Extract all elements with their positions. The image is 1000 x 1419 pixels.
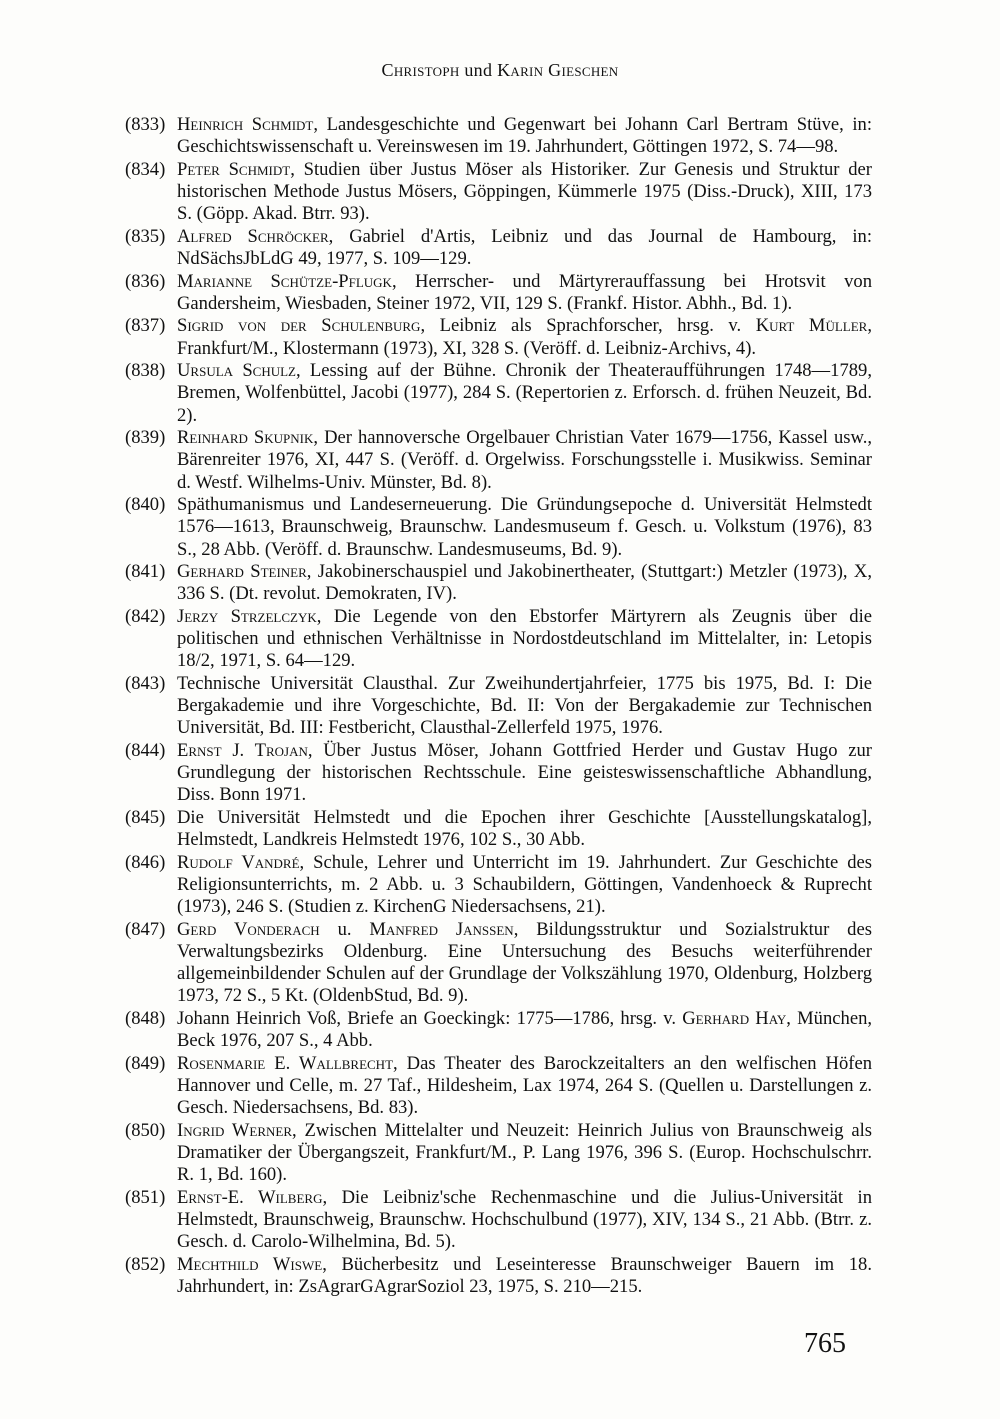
entry-author: Mechthild Wiswe <box>177 1253 323 1275</box>
entry-number: (837) <box>125 315 166 337</box>
bibliography-entry <box>125 673 872 740</box>
bibliography-entry <box>125 919 872 1008</box>
entry-number: (850) <box>125 1119 166 1141</box>
bibliography-entry <box>125 114 872 158</box>
entry-number: (836) <box>125 270 166 292</box>
entry-number: (842) <box>125 605 166 627</box>
bibliography-entry <box>125 427 872 494</box>
entry-author: Jerzy Strzelczyk <box>177 605 317 627</box>
entry-text: , Herrscher- und Märtyrerauffassung bei Hrotsvit von Gandersheim, Wiesbaden, Steiner 1972, VII, 129 S. (Frankf. Histor. Abhh., Bd. 1). <box>177 270 872 314</box>
entry-text: , Bücherbesitz und Leseinteresse Braunschweiger Bauern im 18. Jahrhundert, in: ZsAgrarGAgrarSoziol 23, 1975, S. 210—215. <box>177 1253 873 1297</box>
bibliography-entry <box>125 740 872 807</box>
entry-text: , Frankfurt/M., Klostermann (1973), XI, 328 S. (Veröff. d. Leibniz-Archivs, 4). <box>177 315 872 359</box>
entry-text: , Zwischen Mittelalter und Neuzeit: Heinrich Julius von Braunschweig als Dramatiker der Übergangszeit, Frankfurt/M., P. Lang 1976, 396 S. (Europ. Hochschulschrr. R. 1, Bd. 160). <box>177 1119 872 1186</box>
running-head-first: Christoph <box>381 60 460 80</box>
entry-author: Kurt Müller <box>755 315 868 337</box>
entry-text: , Leibniz als Sprachforscher, hrsg. v. <box>420 315 756 337</box>
bibliography-entry <box>125 494 872 561</box>
entry-author: Manfred Janssen <box>369 918 514 940</box>
bibliography-entry <box>125 807 872 851</box>
entry-text: u. <box>319 918 370 940</box>
entry-author: Heinrich Schmidt <box>177 114 314 135</box>
entry-author: Reinhard Skupnik <box>177 427 314 449</box>
page-number: 765 <box>804 1328 846 1359</box>
entry-author: Ernst J. Trojan <box>177 739 308 761</box>
entry-author: Sigrid von der Schulenburg <box>177 315 421 337</box>
entry-text: , Die Leibniz'sche Rechenmaschine und die Julius-Universität in Helmstedt, Braunschweig, Braunschw. Hochschulbund (1977), XIV, 134 S., 21 Abb. (Btrr. z. Gesch. d. Carolo-Wilhelmina, Bd. 5). <box>177 1186 872 1253</box>
entry-number: (848) <box>125 1007 166 1029</box>
entry-author: Ingrid Werner <box>177 1119 292 1141</box>
running-head <box>0 60 1000 81</box>
entry-author: Rosenmarie E. Wallbrecht <box>177 1052 394 1074</box>
entry-number: (835) <box>125 225 166 247</box>
entry-author: Gerd Vonderach <box>177 918 320 940</box>
entry-text: Die Universität Helmstedt und die Epochen ihrer Geschichte [Ausstellungskatalog], Helmstedt, Landkreis Helmstedt 1976, 102 S., 30 Abb. <box>177 806 872 851</box>
entry-number: (852) <box>125 1253 166 1275</box>
entry-number: (844) <box>125 739 166 761</box>
entry-number: (838) <box>125 360 166 382</box>
entry-author: Marianne Schütze-Pflugk <box>177 270 392 292</box>
entry-number: (833) <box>125 114 166 135</box>
bibliography-entry <box>125 315 872 359</box>
bibliography-entry <box>125 1187 872 1254</box>
entry-author: Gerhard Hay <box>682 1007 787 1029</box>
bibliography-entry <box>125 852 872 919</box>
entry-text: , Jakobinerschauspiel und Jakobinertheater, (Stuttgart:) Metzler (1973), X, 336 S. (Dt. revolut. Demokraten, IV). <box>177 561 872 605</box>
entry-text: , Studien über Justus Möser als Historiker. Zur Genesis und Struktur der historischen Methode Justus Mösers, Göppingen, Kümmerle 1975 (Diss.-Druck), XIII, 173 S. (Göpp. Akad. Btrr. 93). <box>177 158 872 225</box>
entry-author: Ursula Schulz <box>177 360 296 382</box>
entry-number: (846) <box>125 851 166 873</box>
entry-number: (839) <box>125 427 166 449</box>
entry-text: , Lessing auf der Bühne. Chronik der Theateraufführungen 1748—1789, Bremen, Wolfenbüttel, Jacobi (1977), 284 S. (Repertorien z. Erforsch. d. frühen Neuzeit, Bd. 2). <box>177 360 872 426</box>
bibliography-entry <box>125 159 872 226</box>
entry-author: Ernst-E. Wilberg <box>177 1186 323 1208</box>
entry-text: Technische Universität Clausthal. Zur Zweihundertjahrfeier, 1775 bis 1975, Bd. I: Die Bergakademie und ihre Vorgeschichte, Bd. II: Von der Bergakademie zur Technischen Universität, Bd. III: Festbericht, Clausthal-Zellerfeld 1975, 1976. <box>177 672 872 739</box>
entry-author: Rudolf Vandré <box>177 851 300 873</box>
entry-text: , Das Theater des Barockzeitalters an den welfischen Höfen Hannover und Celle, m. 27 Taf., Hildesheim, Lax 1974, 264 S. (Quellen u. Darstellungen z. Gesch. Niedersachsens, Bd. 83). <box>177 1052 872 1119</box>
entry-number: (849) <box>125 1052 166 1074</box>
bibliography-entry <box>125 226 872 270</box>
entry-number: (843) <box>125 672 166 694</box>
bibliography-entry <box>125 606 872 673</box>
entry-text: Späthumanismus und Landeserneuerung. Die Gründungsepoche d. Universität Helmstedt 1576—1613, Braunschweig, Braunschw. Landesmuseum f. Gesch. u. Volkstum (1976), 83 S., 28 Abb. (Veröff. d. Braunschw. Landesmuseums, Bd. 9). <box>177 494 872 560</box>
entry-text: , Bildungsstruktur und Sozialstruktur des Verwaltungsbezirks Oldenburg. Eine Untersuchung des Besuchs weiterführender allgemeinbildender Schulen auf der Grundlage der Volkszählung 1970, Oldenburg, Holzberg 1973, 72 S., 5 Kt. (OldenbStud, Bd. 9). <box>177 918 872 1007</box>
bibliography-list <box>125 114 872 1299</box>
bibliography-entry <box>125 561 872 605</box>
running-head-mid: und <box>459 60 498 80</box>
entry-number: (841) <box>125 561 166 583</box>
entry-number: (834) <box>125 158 166 180</box>
bibliography-entry <box>125 1008 872 1052</box>
entry-text: Johann Heinrich Voß, Briefe an Goeckingk: 1775—1786, hrsg. v. <box>177 1007 683 1029</box>
entry-text: , München, Beck 1976, 207 S., 4 Abb. <box>177 1007 873 1052</box>
bibliography-entry <box>125 1254 872 1298</box>
entry-number: (845) <box>125 806 166 828</box>
bibliography-entry <box>125 271 872 315</box>
entry-author: Peter Schmidt <box>177 158 291 180</box>
entry-author: Gerhard Steiner <box>177 561 307 583</box>
entry-text: , Die Legende von den Ebstorfer Märtyrern als Zeugnis über die politischen und ethnischen Verhältnisse in Nordostdeutschland im Mittelalter, in: Letopis 18/2, 1971, S. 64—129. <box>177 605 872 672</box>
entry-text: , Schule, Lehrer und Unterricht im 19. Jahrhundert. Zur Geschichte des Religionsunterrichts, m. 2 Abb. u. 3 Schaubildern, Göttingen, Vandenhoeck & Ruprecht (1973), 246 S. (Studien z. KirchenG Niedersachsens, 21). <box>177 851 872 918</box>
running-head-second: Karin Gieschen <box>497 60 619 80</box>
entry-number: (847) <box>125 918 166 940</box>
entry-text: , Über Justus Möser, Johann Gottfried Herder und Gustav Hugo zur Grundlegung der historischen Rechtsschule. Eine geisteswissenschaftliche Abhandlung, Diss. Bonn 1971. <box>177 739 873 806</box>
bibliography-entry <box>125 1053 872 1120</box>
entry-text: , Gabriel d'Artis, Leibniz und das Journal de Hambourg, in: NdSächsJbLdG 49, 1977, S. 109—129. <box>177 225 872 269</box>
entry-number: (840) <box>125 494 166 516</box>
bibliography-entry <box>125 360 872 427</box>
entry-number: (851) <box>125 1186 166 1208</box>
entry-text: , Landesgeschichte und Gegenwart bei Johann Carl Bertram Stüve, in: Geschichtswissenschaft u. Vereinswesen im 19. Jahrhundert, Göttingen 1972, S. 74—98. <box>177 114 872 158</box>
bibliography-entry <box>125 1120 872 1187</box>
entry-author: Alfred Schröcker <box>177 225 329 247</box>
entry-text: , Der hannoversche Orgelbauer Christian Vater 1679—1756, Kassel usw., Bärenreiter 1976, XI, 447 S. (Veröff. d. Orgelwiss. Forschungsstelle i. Musikwiss. Seminar d. Westf. Wilhelms-Univ. Münster, Bd. 8). <box>177 427 872 493</box>
